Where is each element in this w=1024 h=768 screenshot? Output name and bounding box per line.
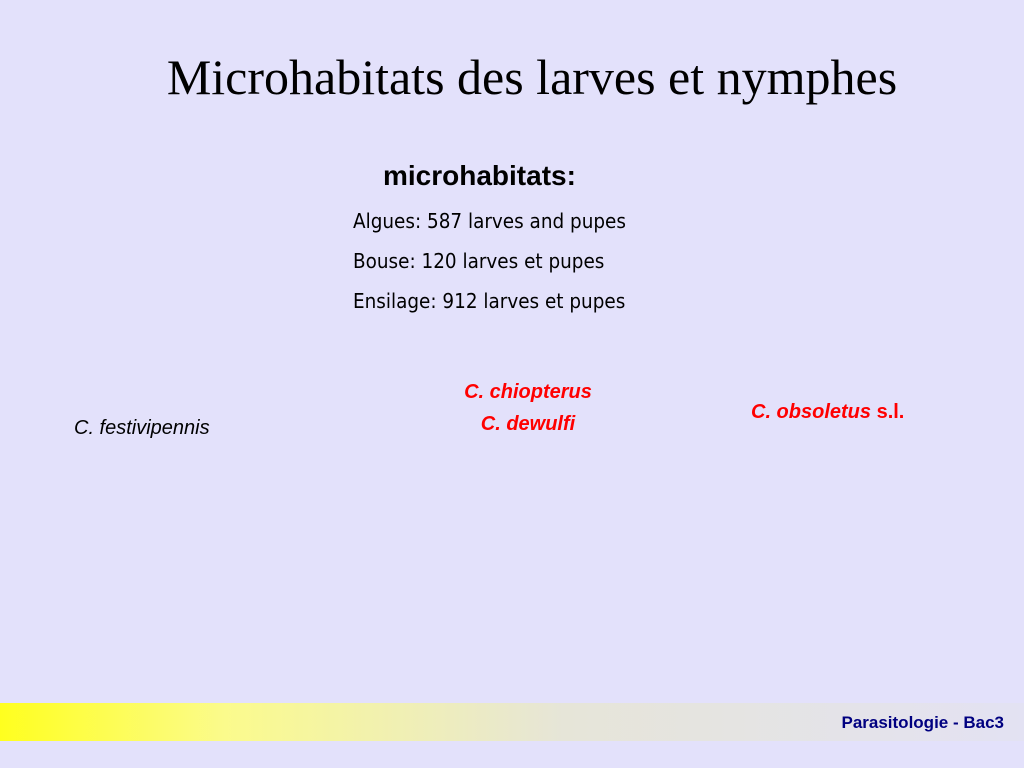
microhabitats-heading: microhabitats: [383,160,576,191]
species-chiopterus: C. chiopterus [464,381,592,403]
species-obsoletus-name: C. obsoletus [751,401,872,423]
habitat-count-list [353,206,650,326]
slide-title: Microhabitats des larves et nymphes [166,49,898,105]
species-group-center [440,376,616,440]
count-bouse: Bouse: 120 larves et pupes [353,249,605,273]
count-ensilage: Ensilage: 912 larves et pupes [353,289,626,313]
footer-course-label: Parasitologie - Bac3 [841,713,1004,732]
species-obsoletus-suffix: s.l. [871,401,905,423]
species-dewulfi: C. dewulfi [480,413,576,435]
count-algues: Algues: 587 larves and pupes [353,209,626,233]
footer-bar [0,703,1024,741]
species-festivipennis: C. festivipennis [74,417,210,439]
species-obsoletus [751,401,904,424]
